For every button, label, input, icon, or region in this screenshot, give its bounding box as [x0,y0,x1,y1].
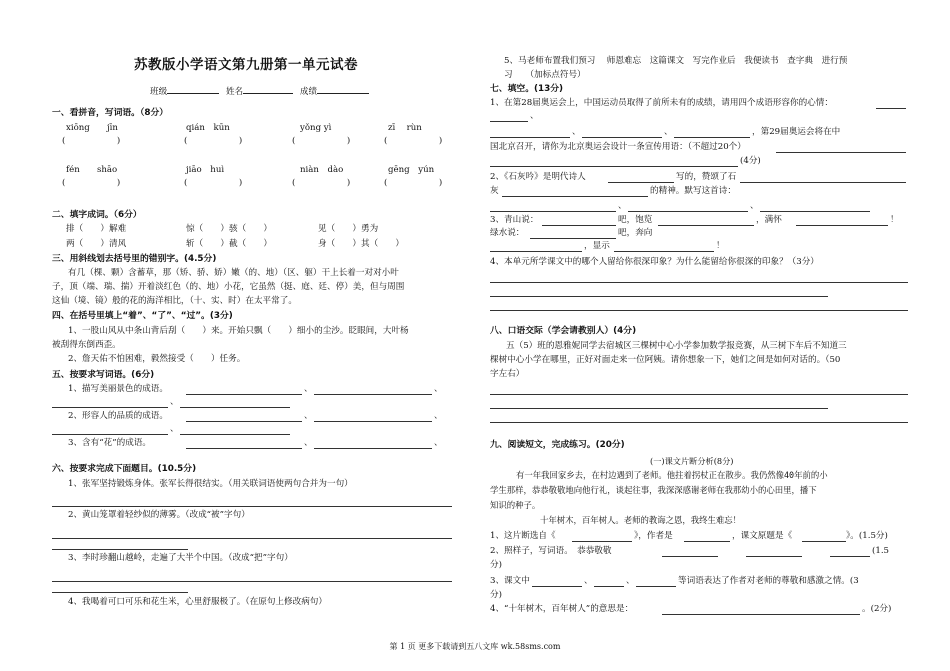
answer-line[interactable] [662,614,860,615]
pinyin-7: niàn dào [300,165,344,175]
s7-q3g: ！ [716,241,725,251]
s9-sub: (一)课文片断分析(8分) [650,456,734,466]
separator: 、 [750,201,759,211]
answer-line[interactable] [314,448,432,449]
pinyin-3: yǒng yì [300,123,332,133]
answer-line[interactable] [314,394,432,395]
s3-line1: 有几（棵、颗）含蓄草，那（矫、骄、娇）嫩（的、地）（区、躯）干上长着一对对小叶 [68,268,399,278]
separator: 、 [572,127,581,137]
s7-q1c: 国北京召开，请你为北京奥运会设计一条宣传用语：（不超过20个） [490,142,746,152]
section7-heading: 七、填空。(13分) [490,84,564,94]
answer-line[interactable] [52,581,452,582]
pinyin-6: jiāo huì [186,165,225,175]
s6-item2: 2、黄山笼罩着轻纱似的薄雾。（改成“被”字句） [68,510,250,520]
info-line [150,84,369,98]
answer-line[interactable] [490,166,738,167]
s9-q2: 2、照样子，写词语。 恭恭敬敬 [490,546,612,556]
section1-heading: 一、看拼音，写词语。（8分） [52,108,169,118]
s7-q3b: ，满怀 [756,215,782,225]
s9-q3d: 分) [490,590,502,600]
separator: 、 [664,127,673,137]
answer-line[interactable] [180,407,290,408]
answer-line[interactable] [662,556,718,557]
s7-q1d: (4分) [740,156,761,166]
answer-line[interactable] [636,586,676,587]
answer-line[interactable] [582,137,662,138]
s4-line3: 2、詹天佑不怕困难，毅然接受（ ）任务。 [68,354,246,364]
answer-line[interactable] [830,556,870,557]
answer-line[interactable] [532,586,582,587]
s7-q2b: 灰 [490,186,499,196]
answer-line[interactable] [572,541,632,542]
answer-line[interactable] [186,394,302,395]
score-label: 成绩 [299,87,318,97]
s9-q4: 4、“十年树木，百年树人”的意思是： [490,604,634,614]
answer-box[interactable]: ( ) [184,136,243,146]
s7-q2c: 的精神。默写这首诗： [650,186,736,196]
section3-heading: 三、用斜线划去括号里的错别字。(4.5分) [52,254,217,264]
s7-q3: 3、青山说： [490,215,539,225]
answer-box[interactable]: ( ) [62,136,121,146]
s4-line1: 1、一股山风从中条山背后刮（ ）来。开始只飘（ ）细小的尘沙。眨眼间，大叶杨 [68,326,409,336]
class-field[interactable] [167,84,219,94]
s9-q2b: 分) [490,560,502,570]
pinyin-1: xiōng jīn [66,123,118,133]
q5-line2: 习 （加标点符号） [504,70,586,80]
answer-line[interactable] [52,434,168,435]
s9-p4: 十年树木，百年树人。老师的教诲之恩，我终生难忘！ [540,515,741,525]
separator: 、 [434,384,443,394]
s5-item2: 2、形容人的品质的成语。 [68,411,168,421]
answer-line[interactable] [490,394,908,395]
section6-heading: 六、按要求完成下面题目。(10.5分) [52,464,197,474]
section5-heading: 五、按要求写词语。(6分) [52,370,155,380]
s9-p3: 知识的种子。 [490,500,541,510]
separator: 、 [434,411,443,421]
s5-item1: 1、描写美丽景色的成语。 [68,384,168,394]
separator: 、 [304,438,313,448]
answer-box[interactable]: ( ) [292,178,351,188]
s8-line2: 棵树中心小学在哪里，正好对面走来一位阿姨。请你想象一下，她们之间是如何对话的。（50 [490,355,841,365]
answer-line[interactable] [52,592,188,593]
answer-line[interactable] [180,434,290,435]
s7-q1b: ，第29届奥运会将在中 [752,127,841,137]
s3-line2: 子，顶（端、瑞、揣）开着淡红色（的、地）小花，它虽然（挺、庭、廷、停）美，但与周围 [52,282,405,292]
s9-q1a: 》，作者是 [634,531,673,541]
s4-line2: 被刮得东倒西歪。 [52,340,121,350]
s6-item3: 3、李时珍翻山越岭，走遍了大半个中国。（改成“把”字句） [68,553,293,563]
answer-box[interactable]: ( ) [184,178,243,188]
s8-line3: 字左右） [490,369,525,379]
section4-heading: 四、在括号里填上“着”、“了”、“过”。(3分) [52,311,233,321]
s7-q2: 2、《石灰吟》是明代诗人 [490,172,586,182]
fill-word[interactable]: 惊（ ）骇（ ） [186,224,272,234]
answer-line[interactable] [740,182,906,183]
fill-word[interactable]: 排（ ）解难 [66,224,127,234]
section9-heading: 九、阅读短文，完成练习。(20分) [490,440,625,450]
answer-line[interactable] [760,211,870,212]
answer-line[interactable] [608,182,674,183]
s8-line1: 五（5）班的恩雅妮同学去宿城区三棵树中心小学参加数学报竞赛，从三树下车后不知道三 [506,341,847,351]
answer-line[interactable] [684,541,730,542]
separator: 、 [530,111,539,121]
answer-line[interactable] [776,152,906,153]
separator: 、 [434,438,443,448]
answer-line[interactable] [490,121,528,122]
answer-line[interactable] [52,407,168,408]
answer-line[interactable] [314,421,432,422]
answer-line[interactable] [490,422,908,423]
s9-q2a: (1.5 [872,546,890,556]
answer-line[interactable] [594,586,624,587]
separator: 、 [170,397,179,407]
answer-line[interactable] [490,310,908,311]
s9-q4a: 。(2分) [862,604,892,614]
separator: 、 [170,424,179,434]
answer-line[interactable] [746,556,802,557]
separator: 、 [304,411,313,421]
s7-q1: 1、在第28届奥运会上，中国运动员取得了前所未有的成绩，请用四个成语形容你的心情： [490,98,833,108]
name-label: 姓名 [225,87,244,97]
page-title: 苏教版小学语文第九册第一单元试卷 [134,57,358,73]
s9-q3c: 等词语表达了作者对老师的尊敬和感激之情。(3 [678,576,859,586]
s3-line3: 这仙（境、镜）般的花的海洋相比，（十、实、时）在太平常了。 [52,296,297,306]
separator: 、 [584,576,593,586]
answer-line[interactable] [186,448,302,449]
answer-box[interactable]: ( ) [62,178,121,188]
pinyin-2: qián kūn [186,123,230,133]
answer-box[interactable]: ( ) [384,178,443,188]
s7-q3f: ，显示 [584,241,610,251]
s9-q1c: 》。(1.5分) [846,531,888,541]
answer-line[interactable] [876,108,906,109]
answer-line[interactable] [490,296,828,297]
pinyin-5: fén shāo [66,165,118,175]
s9-q3: 3、课文中 [490,576,530,586]
section2-heading: 二、填字成词。（6分） [52,210,142,220]
score-field[interactable] [317,84,369,94]
s7-q3a: 吧，饱览 [618,215,653,225]
fill-word[interactable]: 斩（ ）截（ ） [186,239,272,249]
answer-line[interactable] [52,506,452,507]
answer-line[interactable] [490,408,828,409]
answer-line[interactable] [52,549,188,550]
s9-q1: 1、这片断选自《 [490,531,556,541]
s5-item3: 3、含有“花”的成语。 [68,438,152,448]
fill-word[interactable]: 身（ ）其（ ） [318,239,404,249]
s7-q2a: 写的，赞颂了石 [676,172,737,182]
answer-box[interactable]: ( ) [292,136,351,146]
s7-q3d: 绿水说： [490,228,525,238]
fill-word[interactable]: 两（ ）清风 [66,239,127,249]
s7-q4: 4、本单元所学课文中的哪个人留给你很深印象？为什么能留给你很深的印象？（3分） [490,257,819,267]
answer-line[interactable] [796,225,888,226]
answer-line[interactable] [542,225,616,226]
answer-line[interactable] [628,211,748,212]
answer-line[interactable] [674,137,750,138]
fill-word[interactable]: 见（ ）勇为 [318,224,379,234]
s9-p2: 学生那样，恭恭敬敬地向他行礼，谈起往事，我深深感谢老师在我那幼小的心田里，播下 [490,485,817,495]
separator: 、 [618,201,627,211]
answer-line[interactable] [802,541,846,542]
s6-item1: 1、张军坚持锻炼身体。张军长得很结实。（用关联词语使两句合并为一句） [68,479,353,489]
answer-line[interactable] [490,282,908,283]
answer-line[interactable] [490,211,616,212]
separator: 、 [304,384,313,394]
s7-q3e: 吧，奔向 [618,228,653,238]
answer-line[interactable] [502,196,648,197]
answer-box[interactable]: ( ) [384,136,443,146]
answer-line[interactable] [530,238,616,239]
s9-q1b: ，课文原题是《 [732,531,793,541]
s6-item4: 4、我喝着可口可乐和花生米，心里舒服极了。（在原句上修改病句） [68,597,327,607]
answer-line[interactable] [52,538,452,539]
page-footer: 第 1 页 更多下载请到五八文库 wk.58sms.com [389,642,561,651]
section8-heading: 八、口语交际（学会请教别人）(4分) [490,326,637,336]
answer-line[interactable] [186,421,302,422]
answer-line[interactable] [490,137,570,138]
answer-line[interactable] [614,251,714,252]
answer-line[interactable] [658,225,754,226]
q5-line1: 5、马老师布置我们预习 师恩难忘 这篇课文 写完作业后 我便读书 查字典 进行预 [504,56,848,66]
class-label: 班级 [150,87,168,97]
name-field[interactable] [243,84,293,94]
s9-p1: 有一年我回家乡去，在村边遇到了老师。他拄着拐杖正在散步。我仍然像40年前的小 [516,470,828,480]
pinyin-4: zī rùn [388,123,422,133]
pinyin-8: gēng yún [388,165,435,175]
separator: 、 [626,576,635,586]
answer-line[interactable] [490,251,582,252]
s7-q3c: ！ [890,215,899,225]
